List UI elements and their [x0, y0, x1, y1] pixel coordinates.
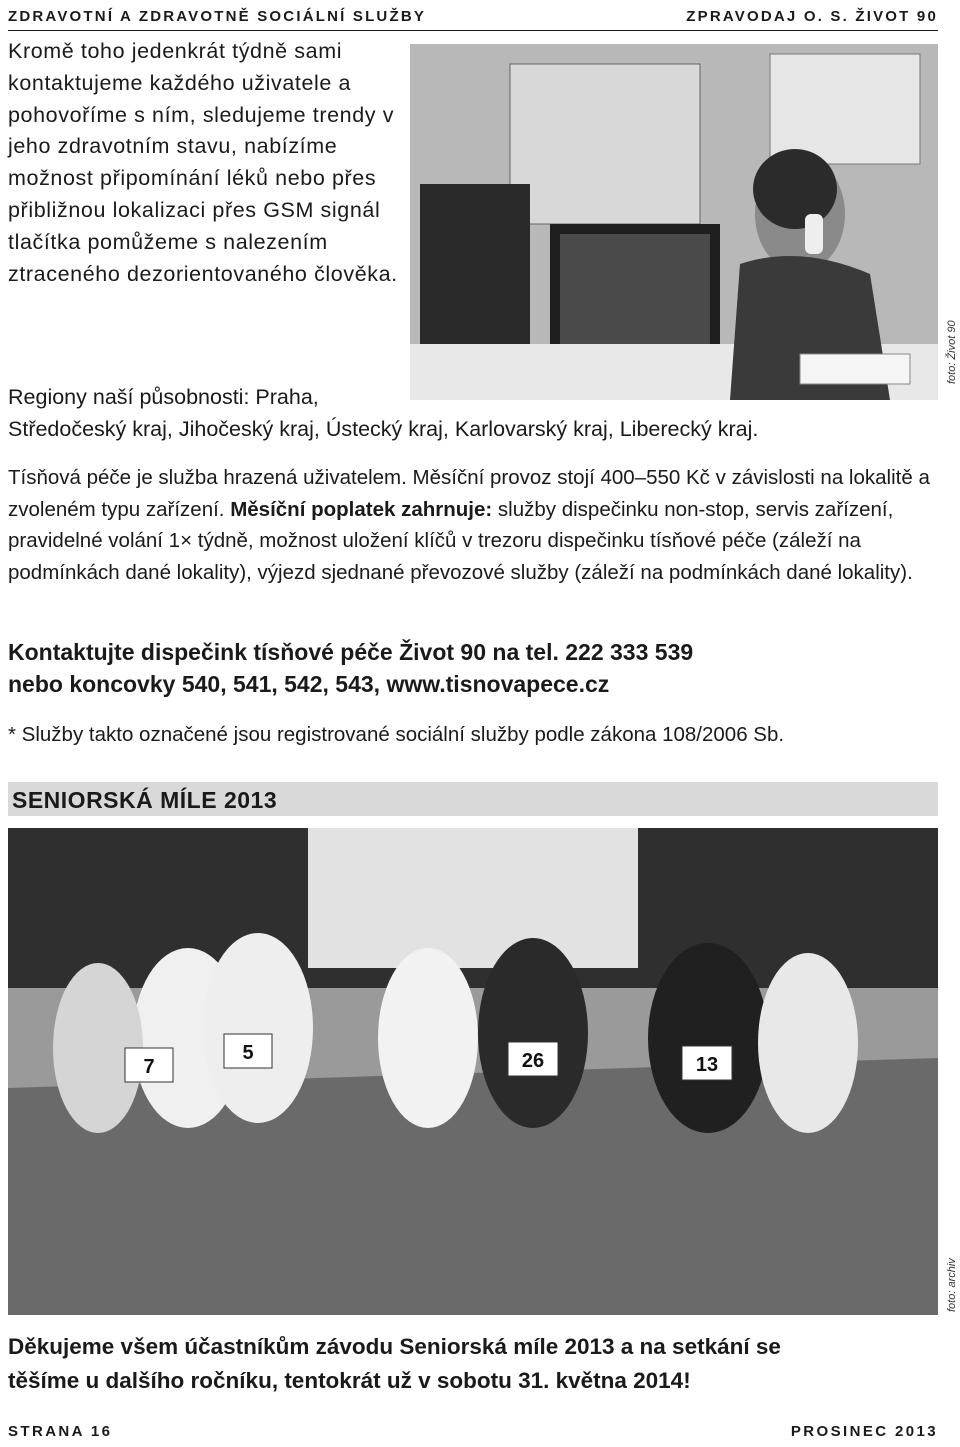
header-section-title: ZDRAVOTNÍ A ZDRAVOTNĚ SOCIÁLNÍ SLUŽBY [8, 7, 427, 25]
fees-details: služby dispečinku non-stop, servis zařízení, pravidelné volání 1× týdně, možnost uložení klíčů v trezoru dispečinku tísňové péče (záleží na podmínkách dané lokality), výjezd sjednané převozové služby (záleží na podmínkách dané lokality). [8, 497, 913, 584]
race-photo-illustration [8, 828, 938, 1315]
contact-line-1: Kontaktujte dispečink tísňové péče Život 90 na tel. 222 333 539 [8, 639, 694, 665]
regions-line-2: Středočeský kraj, Jihočeský kraj, Ústecký kraj, Karlovarský kraj, Liberecký kraj. [8, 416, 759, 441]
intro-text: Kromě toho jedenkrát týdně sami kontaktujeme každého uživatele a pohovoříme s ním, sledujeme trendy v jeho zdravotním stavu, nabízíme možnost připomínání léků nebo přes přibližnou lokalizaci přes GSM signál tlačítka pomůžeme s nalezením ztraceného dezorientovaného člověka. [8, 39, 398, 286]
race-bib-26: 26 [521, 1050, 545, 1072]
dispatcher-photo [410, 44, 938, 400]
race-photo [8, 828, 938, 1315]
thanks-line-2: těšíme u dalšího ročníku, tentokrát už v sobotu 31. května 2014! [8, 1368, 691, 1393]
dispatcher-photo-illustration [410, 44, 938, 400]
fees-paragraph [8, 462, 940, 588]
page-header [8, 2, 938, 31]
regions-paragraph [8, 382, 938, 446]
thanks-paragraph [8, 1330, 948, 1398]
race-bib-5: 5 [242, 1042, 254, 1064]
photo1-credit: foto: Život 90 [946, 320, 958, 384]
contact-block [8, 636, 938, 700]
thanks-line-1: Děkujeme všem účastníkům závodu Seniorská míle 2013 a na setkání se [8, 1334, 781, 1359]
race-bib-13: 13 [695, 1054, 719, 1076]
page-footer [8, 1420, 938, 1442]
photo2-credit: foto: archiv [946, 1258, 958, 1312]
footnote: * Služby takto označené jsou registrované sociální služby podle zákona 108/2006 Sb. [8, 723, 785, 746]
intro-paragraph [8, 36, 398, 290]
fees-plain-text: Tísňová péče je služba hrazená uživatelem. Měsíční provoz stojí 400–550 Kč v závislosti na lokalitě a zvoleném typu zařízení. [8, 466, 930, 521]
section-title: SENIORSKÁ MÍLE 2013 [8, 782, 938, 816]
issue-date: PROSINEC 2013 [790, 1422, 938, 1440]
page-number: STRANA 16 [8, 1422, 113, 1440]
fees-heading: Měsíční poplatek zahrnuje: [230, 497, 493, 521]
race-bib-7: 7 [143, 1056, 155, 1078]
contact-line-2: nebo koncovky 540, 541, 542, 543, www.tisnovapece.cz [8, 671, 610, 697]
regions-line-1: Regiony naší působnosti: Praha, [8, 385, 319, 409]
header-publication-title: ZPRAVODAJ O. S. ŽIVOT 90 [686, 7, 938, 25]
